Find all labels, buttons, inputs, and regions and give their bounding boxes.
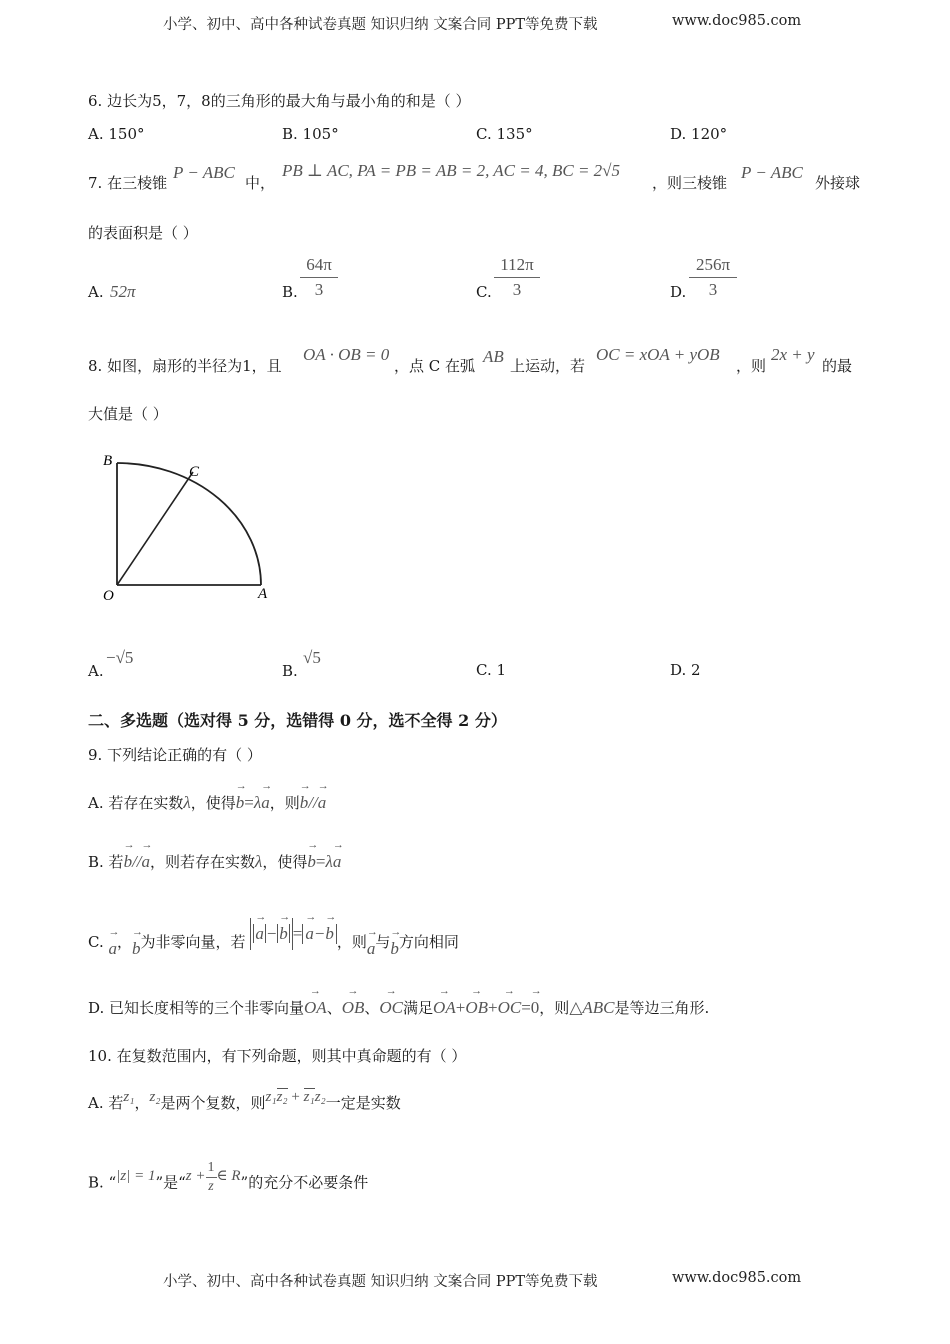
q7-option-b-label: B. [282, 283, 298, 301]
text: B. “ [88, 1173, 117, 1192]
q7-math-pabc: P − ABC [173, 163, 235, 182]
footer-text: 小学、初中、高中各种试卷真题 知识归纳 文案合同 PPT等免费下载 [163, 1274, 598, 1290]
text: C. [88, 933, 104, 951]
q7-option-b-fraction [300, 253, 338, 302]
z1: z₁ [123, 1089, 135, 1105]
z-plus: z + [185, 1167, 206, 1184]
abs-difference-of-norms [250, 918, 292, 950]
segment-oc [117, 472, 193, 585]
z2: z₂ [314, 1089, 326, 1105]
vector-a: → a [367, 939, 376, 959]
q8-text-3: 上运动，若 [510, 357, 586, 375]
vector-ob: → OB [342, 998, 365, 1018]
section-title-multiple-choice: 二、多选题（选对得 5 分，选错得 0 分，选不全得 2 分） [88, 711, 507, 730]
vector-b: → b [307, 852, 316, 872]
q7-text-4: 外接球 [815, 174, 861, 192]
q7-option-c-fraction [494, 253, 540, 302]
equals: = [244, 793, 254, 812]
q7-option-a-value: 52π [110, 282, 136, 301]
fraction-numerator: 112π [494, 253, 540, 278]
plus: + [455, 998, 466, 1017]
q8-math-ab: AB [483, 347, 504, 366]
text: A. 若存在实数 [88, 794, 184, 812]
text: 为非零向量，若 [140, 933, 246, 951]
q8-math-dot: OA · OB = 0 [303, 345, 390, 364]
text: ，则 [539, 999, 570, 1017]
equals: = [521, 998, 531, 1017]
q7-option-d-label: D. [670, 283, 687, 301]
footer-site[interactable]: www.doc985.com [672, 1270, 802, 1286]
q9-stem: 9. 下列结论正确的有（ ） [88, 746, 262, 764]
vector-oa: → OA [433, 998, 456, 1018]
fraction-one-over-z [206, 1159, 217, 1196]
equals: = [292, 924, 303, 943]
q7-option-d-fraction [689, 253, 737, 302]
norm-b [277, 924, 290, 943]
text: ”是“ [155, 1173, 186, 1192]
fraction-numerator: 64π [300, 253, 338, 278]
text: 是两个复数，则 [160, 1094, 266, 1112]
vector-ob: → OB [465, 998, 488, 1018]
minus: − [265, 924, 278, 943]
comma: ， [134, 1094, 150, 1112]
vector-a: → a [109, 939, 118, 959]
vector-a: → a [255, 924, 264, 944]
vector-b: → b [279, 924, 288, 944]
fraction-denominator: 3 [512, 280, 522, 299]
zero-vector: → 0 [531, 998, 540, 1018]
vector-b: → b [236, 793, 245, 813]
q7-math-pabc-2: P − ABC [741, 163, 803, 182]
q8-option-a-value: −√5 [106, 648, 134, 667]
lambda: λ [183, 793, 191, 812]
q8-option-d: D. 2 [670, 661, 701, 679]
vector-a: → a [318, 793, 327, 813]
vector-b: → b [300, 793, 309, 813]
vector-a: → a [305, 924, 314, 944]
label-o: O [103, 588, 114, 604]
q8-option-a-label: A. [88, 662, 104, 680]
header-site[interactable]: www.doc985.com [672, 13, 802, 29]
label-b: B [103, 453, 113, 469]
q8-option-b-label: B. [282, 662, 298, 680]
q8-text-5: 的最 [822, 357, 853, 375]
q6-option-d: D. 120° [670, 125, 728, 143]
text: 一定是实数 [325, 1094, 401, 1112]
q8-text-4: ，则 [736, 357, 767, 375]
vector-b: → b [124, 852, 133, 872]
text: ，则 [269, 794, 300, 812]
q10-option-a [88, 1089, 401, 1113]
z1: z₁ [265, 1089, 277, 1105]
arc-ab [117, 463, 261, 585]
text: 方向相同 [398, 933, 459, 951]
q6-option-c: C. 135° [476, 125, 533, 143]
minus: − [313, 924, 326, 943]
q9-option-a [88, 792, 326, 813]
text: ，使得 [262, 853, 308, 871]
q8-math-oc: OC = xOA + yOB [596, 345, 720, 364]
q6-option-b: B. 105° [282, 125, 339, 143]
norm-a-minus-b [302, 924, 336, 944]
q7-option-a-label: A. [88, 283, 104, 301]
text: B. 若 [88, 853, 124, 871]
expression [266, 1089, 326, 1105]
text: 是等边三角形. [614, 999, 710, 1017]
q10-stem: 10. 在复数范围内，有下列命题，则其中真命题的有（ ） [88, 1047, 467, 1065]
label-c: C [189, 464, 200, 480]
q8-line2: 大值是（ ） [88, 405, 168, 423]
in-r: ∈ R [216, 1167, 241, 1184]
q6-option-a: A. 150° [88, 125, 145, 143]
separator: 、 [364, 999, 380, 1017]
q6-stem: 6. 边长为5，7，8的三角形的最大角与最小角的和是（ ） [88, 92, 471, 110]
q9-option-d [88, 997, 709, 1018]
plus: + [487, 998, 498, 1017]
equals: = [315, 852, 326, 871]
q7-text-3: ，则三棱锥 [652, 174, 728, 192]
fraction-denominator: 3 [314, 280, 324, 299]
vector-b: → b [390, 939, 399, 959]
vector-oa: → OA [304, 998, 327, 1018]
q8-option-c: C. 1 [476, 661, 507, 679]
vector-oc: → OC [379, 998, 403, 1018]
fraction-numerator: 1 [206, 1159, 217, 1178]
text: ，则 [336, 933, 367, 951]
q10-option-b [88, 1160, 369, 1202]
norm-a [253, 924, 266, 943]
q7-condition: PB ⊥ AC, PA = PB = AB = 2, AC = 4, BC = 2√5 [282, 161, 620, 180]
sector-figure [95, 448, 285, 608]
lambda: λ [253, 793, 262, 812]
q8-text-2: ，点 C 在弧 [394, 357, 476, 375]
q7-text-1: 7. 在三棱锥 [88, 174, 168, 192]
parallel-symbol: // [308, 793, 318, 812]
vector-oc: → OC [498, 998, 522, 1018]
q7-option-c-label: C. [476, 283, 492, 301]
text: D. 已知长度相等的三个非零向量 [88, 999, 305, 1017]
lambda: λ [325, 852, 333, 871]
z2: z₂ [149, 1089, 161, 1105]
q8-math-2xy: 2x + y [771, 345, 815, 364]
vector-a: → a [333, 852, 342, 872]
separator: 、 [326, 999, 342, 1017]
triangle-abc: △ABC [569, 998, 615, 1017]
z2-conjugate: z₂ [276, 1089, 288, 1105]
q9-option-b [88, 851, 341, 872]
q8-option-b-value: √5 [303, 648, 321, 667]
vector-a: → a [142, 852, 151, 872]
text: ，则若存在实数 [150, 853, 256, 871]
vector-b: → b [132, 939, 141, 959]
q8-text-1: 8. 如图，扇形的半径为1，且 [88, 357, 282, 375]
vector-a: → a [261, 793, 270, 813]
vector-b: → b [325, 924, 334, 944]
fraction-denominator: 3 [708, 280, 718, 299]
label-a: A [258, 586, 268, 602]
comma: ， [117, 933, 133, 951]
fraction-numerator: 256π [689, 253, 737, 278]
header-text: 小学、初中、高中各种试卷真题 知识归纳 文案合同 PPT等免费下载 [163, 17, 598, 33]
text: ，使得 [190, 794, 236, 812]
q7-line2: 的表面积是（ ） [88, 224, 198, 242]
q7-text-2: 中， [245, 174, 276, 192]
text: 满足 [403, 999, 434, 1017]
fraction-denominator: z [208, 1179, 214, 1194]
lambda: λ [255, 852, 263, 871]
text: A. 若 [88, 1094, 124, 1112]
q9-option-c [88, 926, 459, 958]
abs-z-equals-1: |z| = 1 [116, 1167, 156, 1184]
parallel-symbol: // [132, 852, 142, 871]
text: 与 [375, 933, 391, 951]
text: ”的充分不必要条件 [240, 1173, 369, 1192]
z1-conjugate: z₁ [303, 1089, 315, 1105]
plus: + [291, 1089, 300, 1105]
